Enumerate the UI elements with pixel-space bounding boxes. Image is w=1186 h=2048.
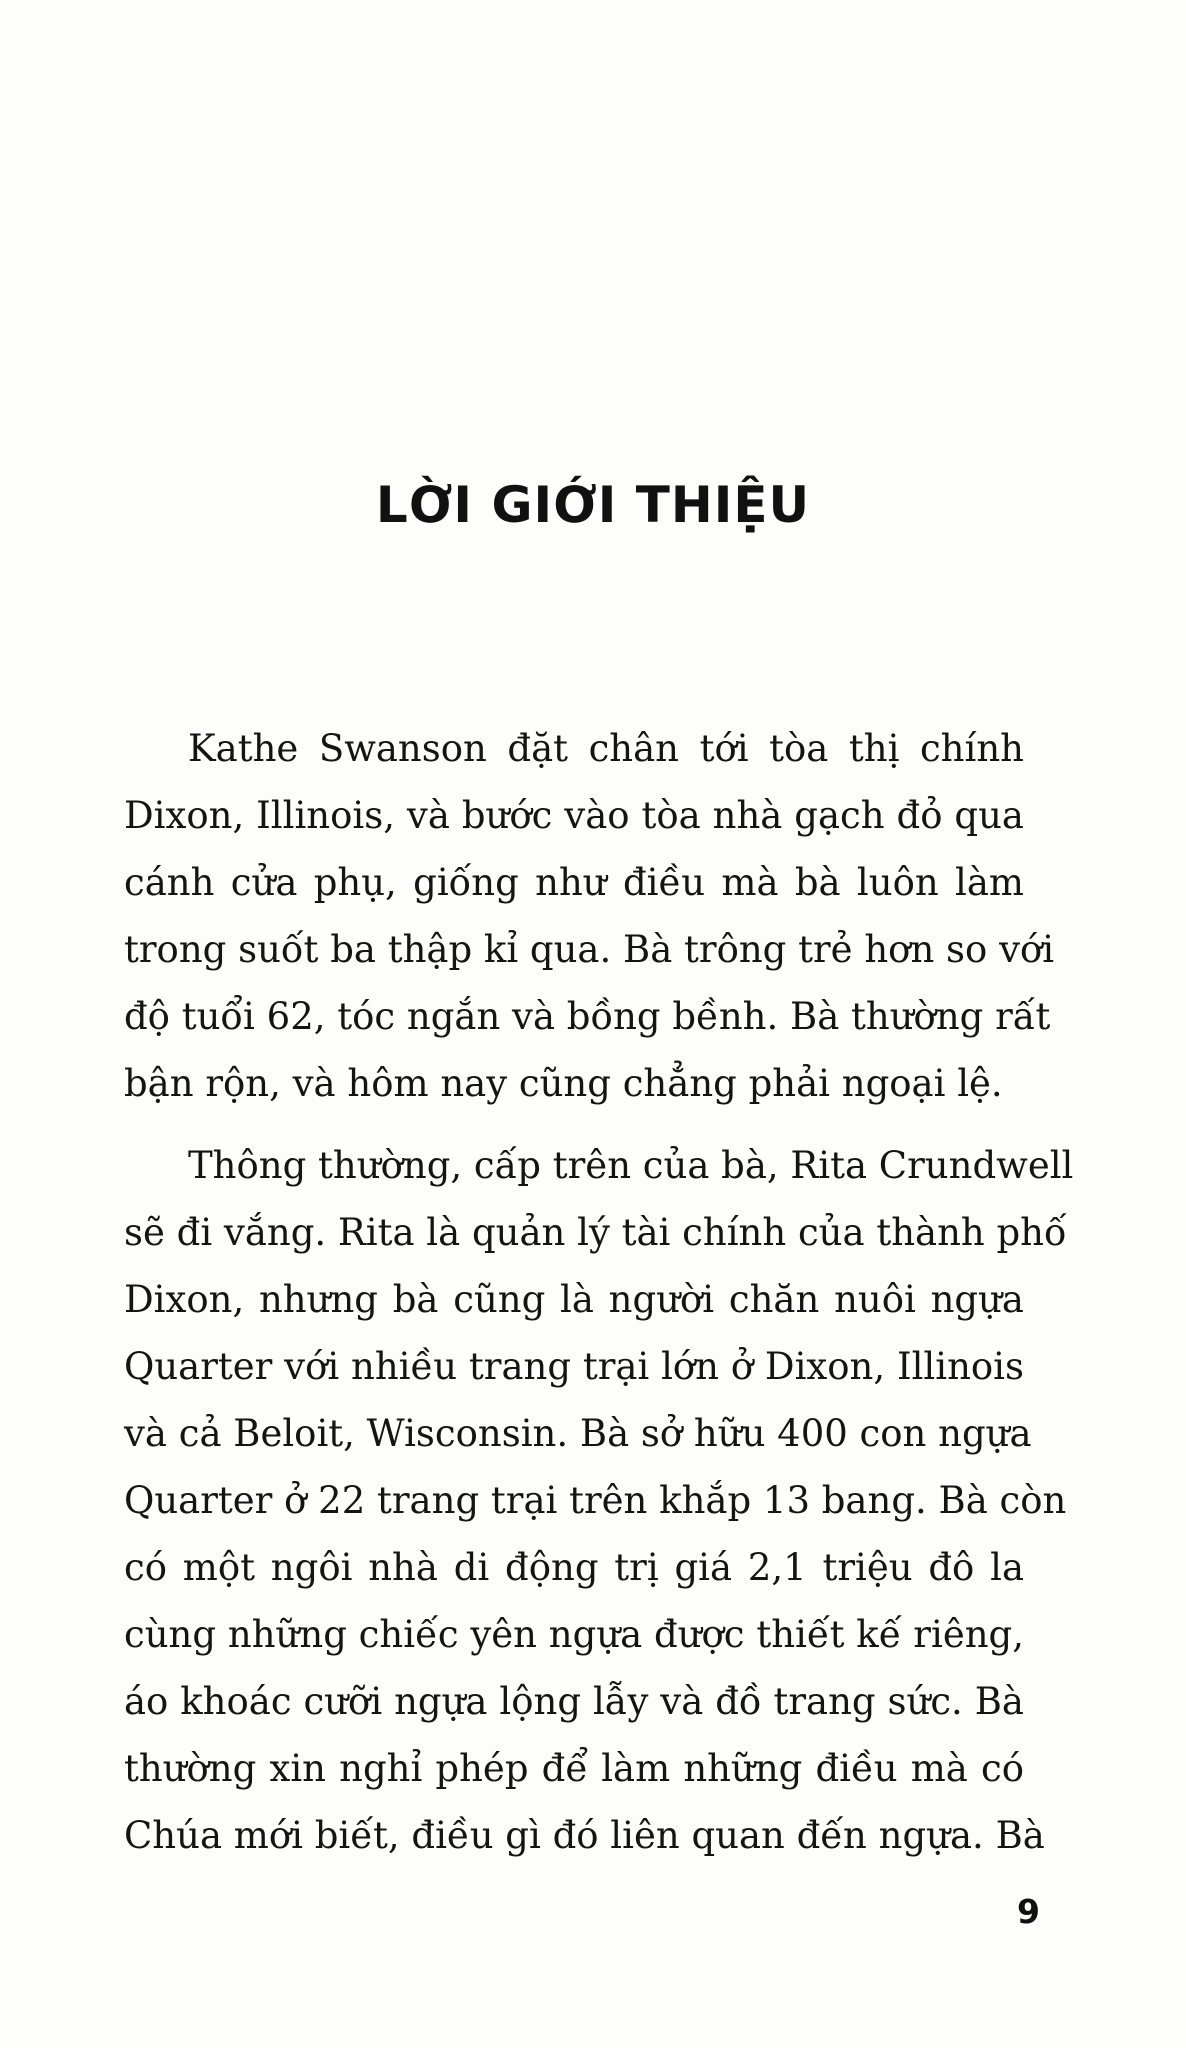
text-line: cùng những chiếc yên ngựa được thiết kế riêng, [124, 1613, 1024, 1656]
text-line: Chúa mới biết, điều gì đó liên quan đến ngựa. Bà [124, 1814, 1045, 1857]
paragraph-spacer [124, 1117, 1024, 1132]
text-line: Thông thường, cấp trên của bà, Rita Crundwell [188, 1144, 1074, 1187]
text-line: Dixon, nhưng bà cũng là người chăn nuôi ngựa [124, 1278, 1024, 1321]
chapter-title: LỜI GIỚI THIỆU [375, 476, 811, 534]
page-number: 9 [1017, 1892, 1040, 1931]
text-line: độ tuổi 62, tóc ngắn và bồng bềnh. Bà thường rất [124, 995, 1051, 1038]
text-line: áo khoác cưỡi ngựa lộng lẫy và đồ trang sức. Bà [124, 1680, 1024, 1723]
text-line: thường xin nghỉ phép để làm những điều mà có [124, 1747, 1024, 1790]
text-line: Kathe Swanson đặt chân tới tòa thị chính [188, 727, 1024, 770]
text-line: bận rộn, và hôm nay cũng chẳng phải ngoại lệ. [124, 1062, 1003, 1105]
text-line: cánh cửa phụ, giống như điều mà bà luôn làm [124, 861, 1024, 904]
paragraph-2 [124, 1132, 1074, 1869]
text-line: Quarter với nhiều trang trại lớn ở Dixon, Illinois [124, 1345, 1024, 1388]
paragraph-1 [124, 715, 1055, 1117]
text-line: sẽ đi vắng. Rita là quản lý tài chính của thành phố [124, 1211, 1067, 1254]
text-line: Dixon, Illinois, và bước vào tòa nhà gạch đỏ qua [124, 794, 1024, 837]
text-line: trong suốt ba thập kỉ qua. Bà trông trẻ hơn so với [124, 928, 1055, 971]
text-line: và cả Beloit, Wisconsin. Bà sở hữu 400 con ngựa [124, 1412, 1032, 1455]
text-line: Quarter ở 22 trang trại trên khắp 13 bang. Bà còn [124, 1479, 1067, 1522]
body-text [124, 715, 1074, 1869]
text-line: có một ngôi nhà di động trị giá 2,1 triệu đô la [124, 1546, 1024, 1589]
